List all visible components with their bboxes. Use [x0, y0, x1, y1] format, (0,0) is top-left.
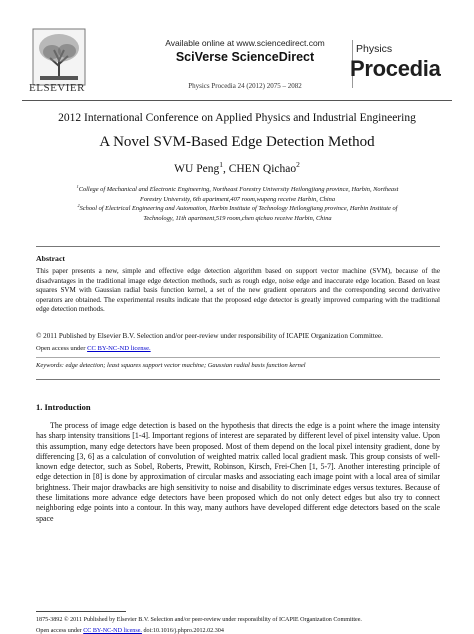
footer-open-access	[36, 628, 456, 634]
journal-reference: Physics Procedia 24 (2012) 2075 – 2082	[188, 82, 302, 90]
keywords: Keywords: edge detection; least squares support vector machine; Gaussian radial basis function kernel	[36, 362, 306, 369]
abstract-heading: Abstract	[36, 254, 66, 263]
open-access-line	[36, 345, 440, 352]
author-name: CHEN Qichao	[228, 162, 297, 175]
footer-doi: doi:10.1016/j.phpro.2012.02.304	[141, 628, 224, 634]
author-name: WU Peng	[174, 162, 220, 175]
author-affil-marker: 2	[296, 160, 300, 169]
sciverse-sciencedirect-logo: SciVerse ScienceDirect	[175, 50, 315, 64]
abstract-bottom-rule	[36, 379, 440, 380]
footer-oa-prefix: Open access under	[36, 628, 84, 634]
footnote-rule	[36, 611, 126, 612]
affiliation-line: Forestry University, 6th apartment,407 room,wupeng receive Harbin, China	[139, 195, 336, 203]
affiliation-line: Technology, 11th apartment,519 room,chen qichao receive Harbin, China	[143, 214, 332, 222]
footer-copyright: 1875-3892 © 2011 Published by Elsevier B.V. Selection and/or peer-review under responsibility of ICAPIE Organization Committee.	[36, 617, 362, 623]
author-separator: ,	[222, 162, 229, 175]
affiliation-marker: 1	[76, 184, 79, 189]
author-affil-marker: 1	[219, 160, 223, 169]
open-access-prefix: Open access under	[36, 345, 88, 352]
paper-title: A Novel SVM-Based Edge Detection Method	[99, 134, 375, 150]
affiliation-marker: 2	[77, 203, 80, 208]
footer-license-link[interactable]: CC BY-NC-ND license.	[83, 628, 142, 634]
elsevier-tree-logo	[32, 28, 86, 86]
section-heading-introduction: 1. Introduction	[36, 402, 91, 412]
publisher-name: ELSEVIER	[29, 82, 85, 94]
journal-logo-procedia: Procedia	[350, 56, 441, 81]
keywords-rule	[36, 357, 440, 358]
abstract-top-rule	[36, 246, 440, 247]
license-link[interactable]: CC BY-NC-ND license.	[87, 345, 151, 352]
affiliation-line: College of Mechanical and Electronic Engineering, Northeast Forestry University Heilongjiang province, Harbin, Northeast	[78, 186, 399, 194]
header-divider	[22, 100, 452, 101]
affiliation-line: School of Electrical Engineering and Automation, Harbin Institute of Technology Heilongjiang province, Harbin Institute of	[79, 205, 398, 213]
abstract-body: This paper presents a new, simple and effective edge detection algorithm based on support vector machine (SVM), because of the disadvantages in the traditional image edge detection methods, such as rough edge, noise edge and inaccurate edge location. Based on least squares SVM with Gaussian radial basis function kernel, a set of the new gradient operators and the corresponding second derivative operators are obtained. The experimental results indicate that the proposed edge detector is greatly improved comparing with the traditional edge detection methods.	[36, 267, 440, 313]
available-online-text: Available online at www.sciencedirect.com	[165, 38, 325, 48]
journal-logo-physics: Physics	[356, 43, 393, 55]
introduction-body: The process of image edge detection is based on the hypothesis that directs the edge is a point where the image intensity has sharp intensity transitions [1-4]. Important regions of interest are separated by different level of pixel intensity value. Upon this assumption, many edge detectors have been proposed. Most of them depend on the local pixel intensity gradient, done by differencing [3, 6] as a calculation of convolution of weighted matrix called local gradient mask. This group consists of well-known edge detector, such as Sobel, Roberts, Prewitt, Robinson, Kirsch, Frei-Chen [1, 5-7]. Another interesting principle of edge detection in [8] is done by approximation of circular masks and associating each image point with a local area of similar brightness. Their major drawbacks are high sensitivity to noise and disability to discriminate edges versus textures. Because of these limitations more advance edge detectors have been proposed which do not only detect edges but also try to connect neighboring edge points into a contour. In this way, many authors have developed different edge detectors based on the scale space	[36, 421, 440, 523]
copyright-notice: © 2011 Published by Elsevier B.V. Selection and/or peer-review under responsibility of ICAPIE Organization Committee.	[36, 332, 383, 340]
conference-name: 2012 International Conference on Applied Physics and Industrial Engineering	[58, 112, 416, 124]
author-list	[22, 160, 452, 175]
affiliation-2	[30, 201, 445, 223]
